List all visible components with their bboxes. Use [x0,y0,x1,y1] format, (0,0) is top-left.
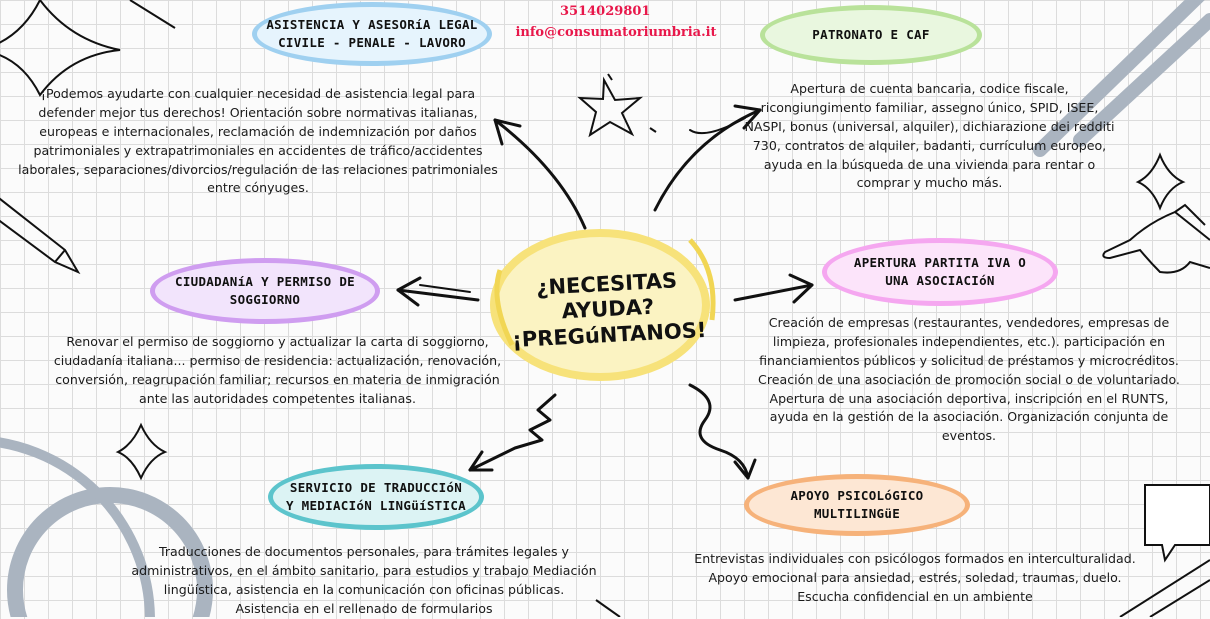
partita-title-line-2: UNA ASOCIACIóN [885,273,995,288]
patronato-description: Apertura de cuenta bancaria, codice fiscale, ricongiungimento familiar, assegno único, SPID, ISEE, NASPI, bonus (universal, alquiler), dichiarazione dei redditi 730, contratos de alquiler, badanti, currículum europeo, ayuda en la búsqueda de una vivienda para rentar o comprar y mucho más. [744,81,1115,191]
center-line-3: ¡PREGúNTANOS! [511,317,707,352]
ciudadania-description: Renovar el permiso de soggiorno y actualizar la carta di soggiorno, ciudadanía italiana... permiso de residencia: actualización, renovación, conversión, reagrupación familiar; recursos en materia de inmigración ante las autoridades competentes italianas. [53,334,502,406]
ciudadania-title-bubble [150,258,380,324]
central-question [502,245,714,376]
traduccion-title-bubble [268,464,484,530]
partita-description: Creación de empresas (restaurantes, vendedores, empresas de limpieza, profesionales independientes, etc.). participación en financiamientos públicos y solicitud de préstamos y microcréditos. Creación de una asociación de promoción social o de voluntariado. Apertura de una asociación deportiva, inscripción en el RUNTS, ayuda en la gestión de la asociación. Organización conjunta de eventos. [758,315,1180,444]
psicologico-title-bubble [744,474,970,536]
legal-title-bubble [252,2,492,66]
center-line-2: AYUDA? [561,295,655,324]
traduccion-title-line-1: SERVICIO DE TRADUCCIóN [289,479,463,495]
pencil-icon [0,195,78,272]
star-icon [580,80,640,135]
traduccion-title-line-2: Y MEDIACIóN LINGüíSTICA [286,498,466,513]
contact-email[interactable]: info@consumatoriumbria.it [515,25,717,40]
psicologico-title-line-1: APOYO PSICOLóGICO [790,487,924,503]
sparkle-icon [0,0,120,95]
contact-phone[interactable]: 3514029801 [560,4,651,19]
pointing-hand-icon [1103,205,1210,273]
legal-title-line-2: CIVILE - PENALE - LAVORO [278,35,466,50]
ciudadania-title-line-2: SOGGIORNO [229,292,301,307]
patronato-title: PATRONATO E CAF [812,26,930,42]
ciudadania-title-line-1: CIUDADANíA Y PERMISO DE [175,273,355,289]
legal-description: ¡Podemos ayudarte con cualquier necesidad de asistencia legal para defender mejor tus derechos! Orientación sobre normativas italianas, europeas e internacionales, reclamación de indemnización por daños patrimoniales y extrapatrimoniales en accidentes de tráfico/accidentes laborales, separaciones/divorcios/regulación de las relaciones patrimoniales entre cónyuges. [18,86,498,196]
center-line-1: ¿NECESITAS [535,268,678,300]
legal-title-line-1: ASISTENCIA Y ASESORíA LEGAL [266,16,478,32]
psicologico-title-line-2: MULTILINGüE [813,506,901,521]
partita-title-line-1: APERTURA PARTITA IVA O [853,254,1027,270]
diamond-icon [1138,155,1183,208]
traduccion-description: Traducciones de documentos personales, para trámites legales y administrativos, en el ámbito sanitario, para estudios y trabajo Mediación lingüística, asistencia en la comunicación con oficinas públicas. Asistencia en el rellenado de formularios [131,544,597,616]
speech-bubble-icon [1145,485,1210,560]
partita-title-bubble [822,238,1058,306]
diamond-icon [118,425,165,478]
psicologico-description: Entrevistas individuales con psicólogos formados en interculturalidad. Apoyo emocional para ansiedad, estrés, soledad, traumas, duelo. Escucha confidencial en un ambiente [694,551,1136,604]
patronato-title-bubble [760,5,982,65]
